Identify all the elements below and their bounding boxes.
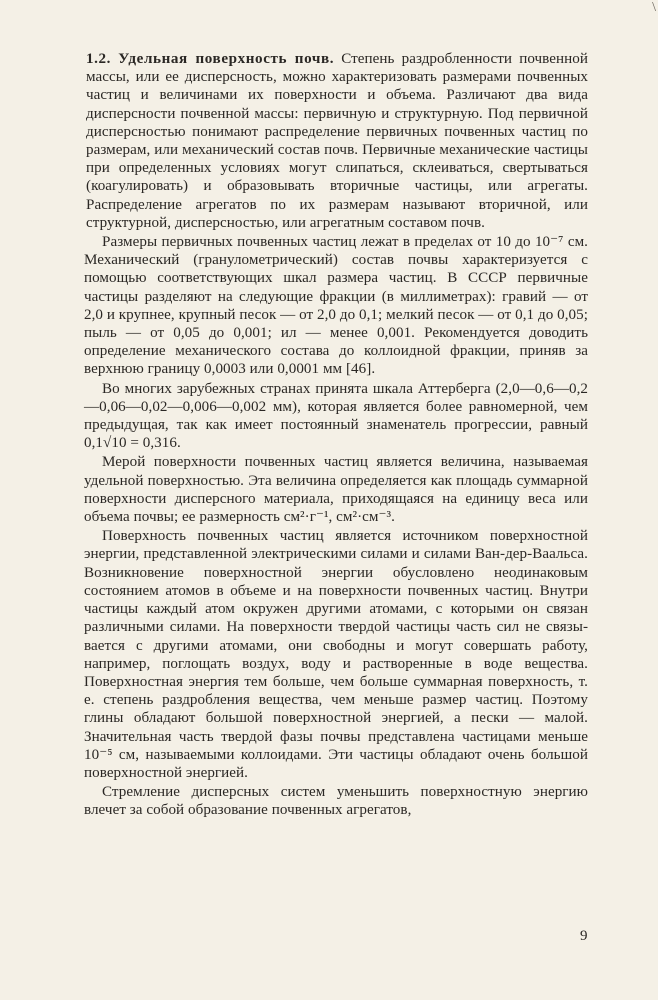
paragraph-1-text: Степень раздробленности почвенной массы, или ее дисперсность, можно характеризовать размерами почвенных частиц и величинами их поверхности и объема. Различают два вида дисперсности почвенной массы: первичную и структурную. Под первичной дисперсностью понимают распределение первичных почвенных частиц по размерам, или механический состав почв. Первичные механические частицы при определенных условиях могут слипаться, склеиваться, свертываться (коагулировать) и образовывать вторичные частицы, или агрегаты. Распределение агрегатов по их размерам называют вторичной, или структурной, дисперсностью, или агрегатным составом почв. <box>86 51 588 231</box>
page-number: 9 <box>580 928 588 944</box>
paragraph-6: Стремление дисперсных систем уменьшить поверхностную энергию влечет за собой образование почвенных агрегатов, <box>84 784 588 819</box>
corner-mark: \ <box>652 0 656 15</box>
body-text <box>84 50 588 821</box>
paragraph-4: Мерой поверхности почвенных частиц является величина, называемая удельной поверхностью. Эта величина определяется как площадь суммарной поверхности дисперсного материала, приходящаяся на единицу веса или объема почвы; ее размерность см²·г⁻¹, см²·см⁻³. <box>84 454 588 526</box>
paragraph-3: Во многих зарубежных странах принята шкала Аттерберга (2,0—0,6—0,2—0,06—0,02—0,006—0,002 мм), которая является более равномерной, чем предыдущая, так как имеет постоянный знаменатель прогрессии, равный 0,1√10 = 0,316. <box>84 380 588 452</box>
paragraph-2: Размеры первичных почвенных частиц лежат в пределах от 10 до 10⁻⁷ см. Механический (гранулометрический) состав почвы характеризуется с помощью соответствующих шкал размера частиц. В СССР первичные частицы разделяют на следующие фракции (в миллиметрах): гравий — от 2,0 и крупнее, крупный песок — от 2,0 до 0,1; мелкий песок — от 0,1 до 0,05; пыль — от 0,05 до 0,001; ил — менее 0,001. Рекомендуется доводить определение механического состава до коллоидной фракции, приняв за верхнюю границу 0,0003 или 0,0001 мм [46]. <box>84 234 588 378</box>
paragraph-1 <box>84 50 588 232</box>
paragraph-5: Поверхность почвенных частиц является источником поверхностной энергии, представленной электрическими силами и силами Ван-дер-Ваальса. Возникновение поверхностной энергии обусловлено неодинаковым состоянием атомов в объеме и на поверхности почвенных частиц. Внутри частицы каждый атом окружен другими атомами, с которыми он связан различными силами. На поверхности твердой частицы часть сил не связывается с другими атомами, они свободны и могут совершать работу, например, поглощать воздух, воду и растворенные в воде вещества. Поверхностная энергия тем больше, чем больше суммарная поверхность, т. е. степень раздробления вещества, чем меньше размер частиц. Поэтому глины обладают большой поверхностной энергией, а пески — малой. Значительная часть твердой фазы почвы представлена частицами меньше 10⁻⁵ см, называемыми коллоидами. Эти частицы обладают очень большой поверхностной энергией. <box>84 528 588 781</box>
section-title: Удельная поверхность почв. <box>118 51 335 67</box>
section-number: 1.2. <box>86 51 112 67</box>
